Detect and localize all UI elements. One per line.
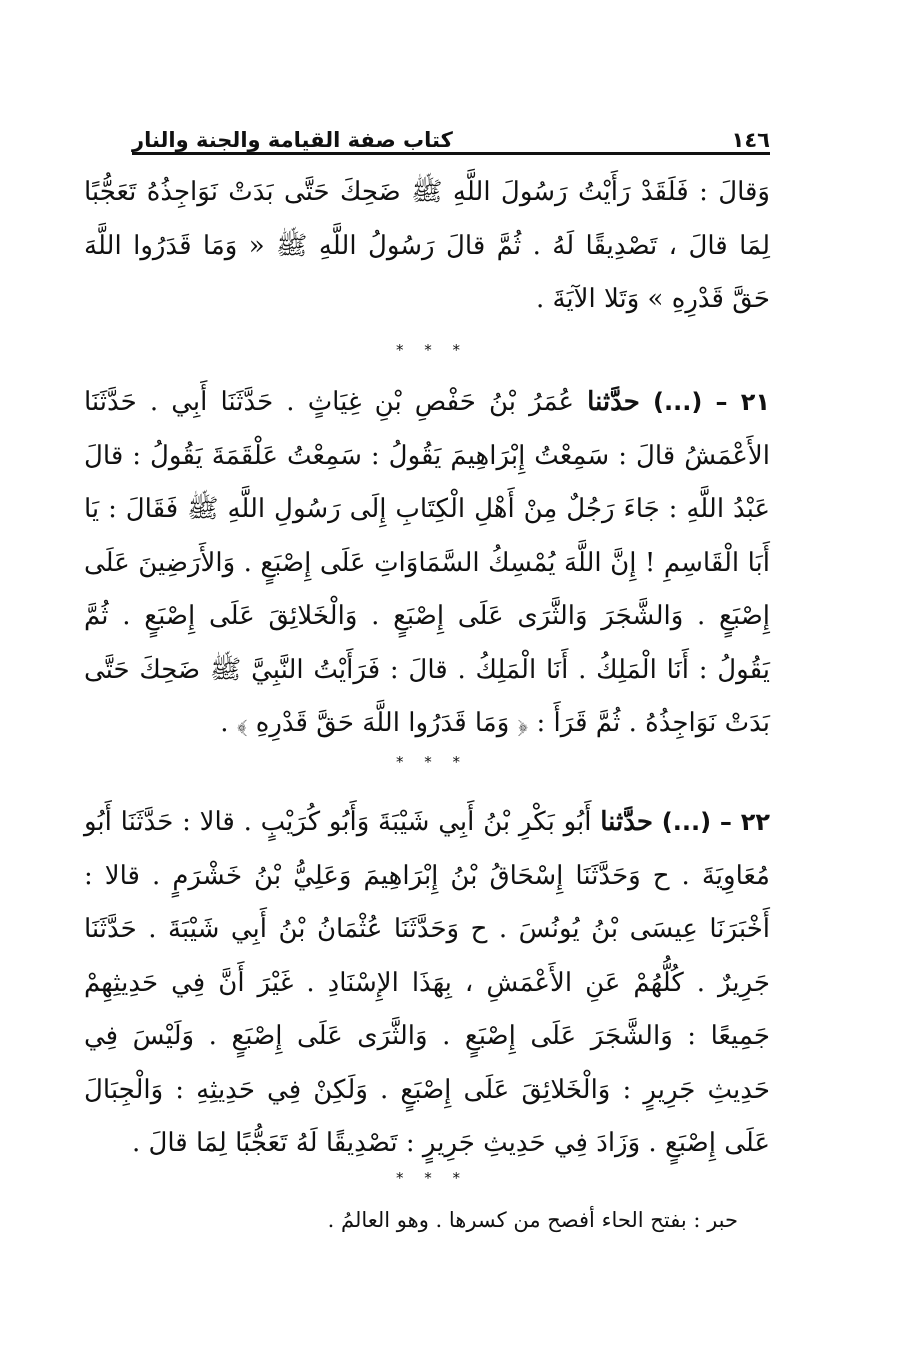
- intro-paragraph: [84, 166, 770, 327]
- hadith-22-text: أَبُو بَكْرِ بْنُ أَبِي شَيْبَةَ وَأَبُو كُرَيْبٍ . قالا : حَدَّثَنَا أَبُو مُعَاوِيَةَ . ح وَحَدَّثَنَا إِسْحَاقُ بْنُ إِبْرَاهِيمَ وَعَلِيُّ بْنُ خَشْرَمٍ . قالا : أَخْبَرَنَا عِيسَى بْنُ يُونُسَ . ح وَحَدَّثَنَا عُثْمَانُ بْنُ أَبِي شَيْبَةَ . حَدَّثَنَا جَرِيرٌ . كُلُّهُمْ عَنِ الأَعْمَشِ ، بِهَذَا الإِسْنَادِ . غَيْرَ أَنَّ فِي حَدِيثِهِمْ جَمِيعًا : وَالشَّجَرَ عَلَى إِصْبَعٍ . وَالثَّرَى عَلَى إِصْبَعٍ . وَلَيْسَ فِي حَدِيثِ جَرِيرٍ : وَالْخَلائِقَ عَلَى إِصْبَعٍ . وَلَكِنْ فِي حَدِيثِهِ : وَالْجِبَالَ عَلَى إِصْبَعٍ . وَزَادَ فِي حَدِيثِ جَرِيرٍ : تَصْدِيقًا لَهُ تَعَجُّبًا لِمَا قالَ .: [84, 807, 770, 1158]
- hadith-22-paragraph: [84, 796, 770, 1171]
- hadith-22-narrated-label: حدَّثنا: [600, 807, 653, 837]
- separator-stars: * * *: [395, 341, 469, 359]
- hadith-21-number: ٢١ – (...): [653, 388, 771, 416]
- book-title: كتاب صفة القيامة والجنة والنار: [132, 128, 453, 152]
- hadith-21-paragraph: [84, 376, 770, 751]
- separator-stars: * * *: [395, 753, 469, 771]
- header-rule: [132, 152, 770, 155]
- footnote: [150, 1200, 738, 1240]
- hadith-21-narrated-label: حدَّثنا: [587, 387, 640, 417]
- page-number: ١٤٦: [731, 128, 770, 152]
- intro-text: وَقالَ : فَلَقَدْ رَأَيْتُ رَسُولَ اللَّهِ ﷺ ضَحِكَ حَتَّى بَدَتْ نَوَاجِذُهُ تَعَجُّبًا لِمَا قالَ ، تَصْدِيقًا لَهُ . ثُمَّ قالَ رَسُولُ اللَّهِ ﷺ « وَمَا قَدَرُوا اللَّهَ حَقَّ قَدْرِهِ » وَتَلا الآيَةَ .: [84, 177, 770, 314]
- separator-stars: * * *: [395, 1169, 469, 1187]
- hadith-22: [84, 796, 770, 1171]
- hadith-21: [84, 376, 770, 751]
- hadith-21-text: عُمَرُ بْنُ حَفْصِ بْنِ غِيَاثٍ . حَدَّثَنَا أَبِي . حَدَّثَنَا الأَعْمَشُ قالَ : سَمِعْتُ إِبْرَاهِيمَ يَقُولُ : سَمِعْتُ عَلْقَمَةَ يَقُولُ : قالَ عَبْدُ اللَّهِ : جَاءَ رَجُلٌ مِنْ أَهْلِ الْكِتَابِ إِلَى رَسُولِ اللَّهِ ﷺ فَقَالَ : يَا أَبَا الْقَاسِمِ ! إِنَّ اللَّهَ يُمْسِكُ السَّمَاوَاتِ عَلَى إِصْبَعٍ . وَالأَرَضِينَ عَلَى إِصْبَعٍ . وَالشَّجَرَ وَالثَّرَى عَلَى إِصْبَعٍ . وَالْخَلائِقَ عَلَى إِصْبَعٍ . ثُمَّ يَقُولُ : أَنَا الْمَلِكُ . أَنَا الْمَلِكُ . قالَ : فَرَأَيْتُ النَّبِيَّ ﷺ ضَحِكَ حَتَّى بَدَتْ نَوَاجِذُهُ . ثُمَّ قَرَأَ : ﴿ وَمَا قَدَرُوا اللَّهَ حَقَّ قَدْرِهِ ﴾ .: [84, 387, 770, 738]
- footnote-text: حبر : بفتح الحاء أفصح من كسرها . وهو العالمُ .: [327, 1208, 738, 1232]
- hadith-22-number: ٢٢ – (...): [661, 808, 771, 836]
- page-header: [132, 112, 770, 152]
